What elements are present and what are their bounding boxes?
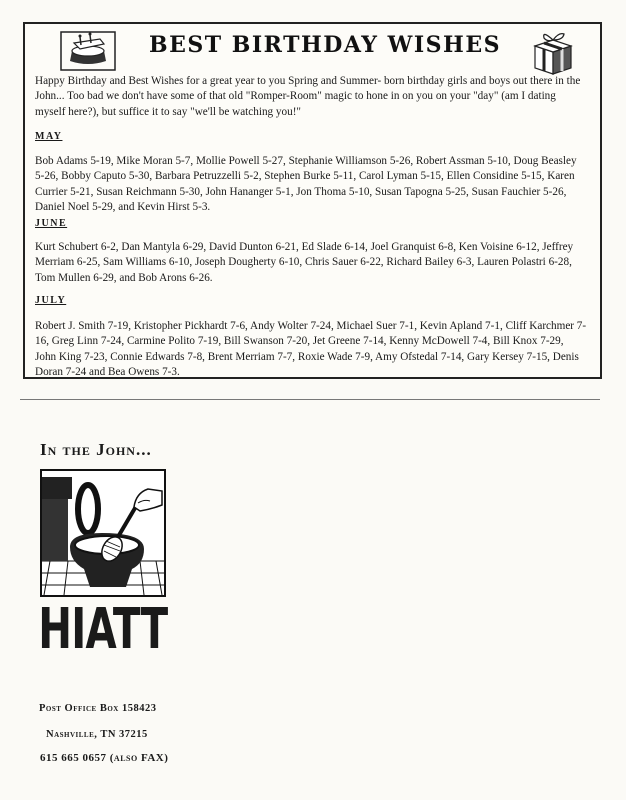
intro-paragraph: Happy Birthday and Best Wishes for a great year to you Spring and Summer- born birthday girls and boys out there in the John... Too bad we don't have some of that old "Romper-Room" magic to hone in on you on your "day" (am I dating myself here?), but suffice it to say "we'll be watching you!"	[35, 75, 581, 118]
divider	[20, 399, 600, 400]
birthday-wishes-panel	[23, 22, 602, 379]
city-state-zip: Nashville, TN 37215	[46, 729, 148, 740]
section-heading: In the John...	[40, 440, 152, 459]
toilet-brush-logo	[40, 469, 166, 597]
company-logo-text: HIATT	[38, 597, 168, 662]
gift-box-icon	[528, 28, 578, 76]
page-title: BEST BIRTHDAY WISHES	[149, 32, 501, 58]
phone-fax: 615 665 0657 (also FAX)	[40, 752, 169, 764]
birthday-cake-icon	[60, 31, 116, 71]
po-box: Post Office Box 158423	[39, 703, 157, 714]
month-heading-june: JUNE	[35, 218, 68, 229]
may-birthdays: Bob Adams 5-19, Mike Moran 5-7, Mollie Powell 5-27, Stephanie Williamson 5-26, Robert Assman 5-10, Doug Beasley 5-26, Bobby Caputo 5-30, Barbara Petruzzelli 5-2, Stephen Burke 5-11, Carol Lyman 5-15, Ellen Considine 5-15, Karen Currier 5-21, Susan Reichmann 5-30, John Hananger 5-1, Jon Thoma 5-10, Susan Tapogna 5-25, Susan Fauchier 5-26, Daniel Noel 5-29, and Kevin Hirst 5-3.	[35, 155, 577, 214]
june-birthdays: Kurt Schubert 6-2, Dan Mantyla 6-29, David Dunton 6-21, Ed Slade 6-14, Joel Granquist 6-8, Ken Voisine 6-12, Jeffrey Merriam 6-25, Sam Williams 6-10, Joseph Dougherty 6-10, Chris Sauer 6-22, Richard Bailey 6-3, Lauren Polastri 6-28, Tom Mullen 6-29, and Bob Arons 6-26.	[35, 241, 574, 284]
july-birthdays: Robert J. Smith 7-19, Kristopher Pickhardt 7-6, Andy Wolter 7-24, Michael Suer 7-1, Kevin Apland 7-1, Cliff Karchmer 7-16, Greg Linn 7-24, Carmine Polito 7-19, Bill Swanson 7-20, Jet Greene 7-14, Kenny McDowell 7-4, Bill Knox 7-29, John King 7-23, Connie Edwards 7-8, Brent Merriam 7-7, Roxie Wade 7-9, Amy Ofstedal 7-14, Gary Kersey 7-15, Denis Doran 7-24 and Bea Owens 7-3.	[35, 320, 587, 379]
month-heading-july: JULY	[35, 295, 67, 306]
month-heading-may: MAY	[35, 131, 63, 142]
